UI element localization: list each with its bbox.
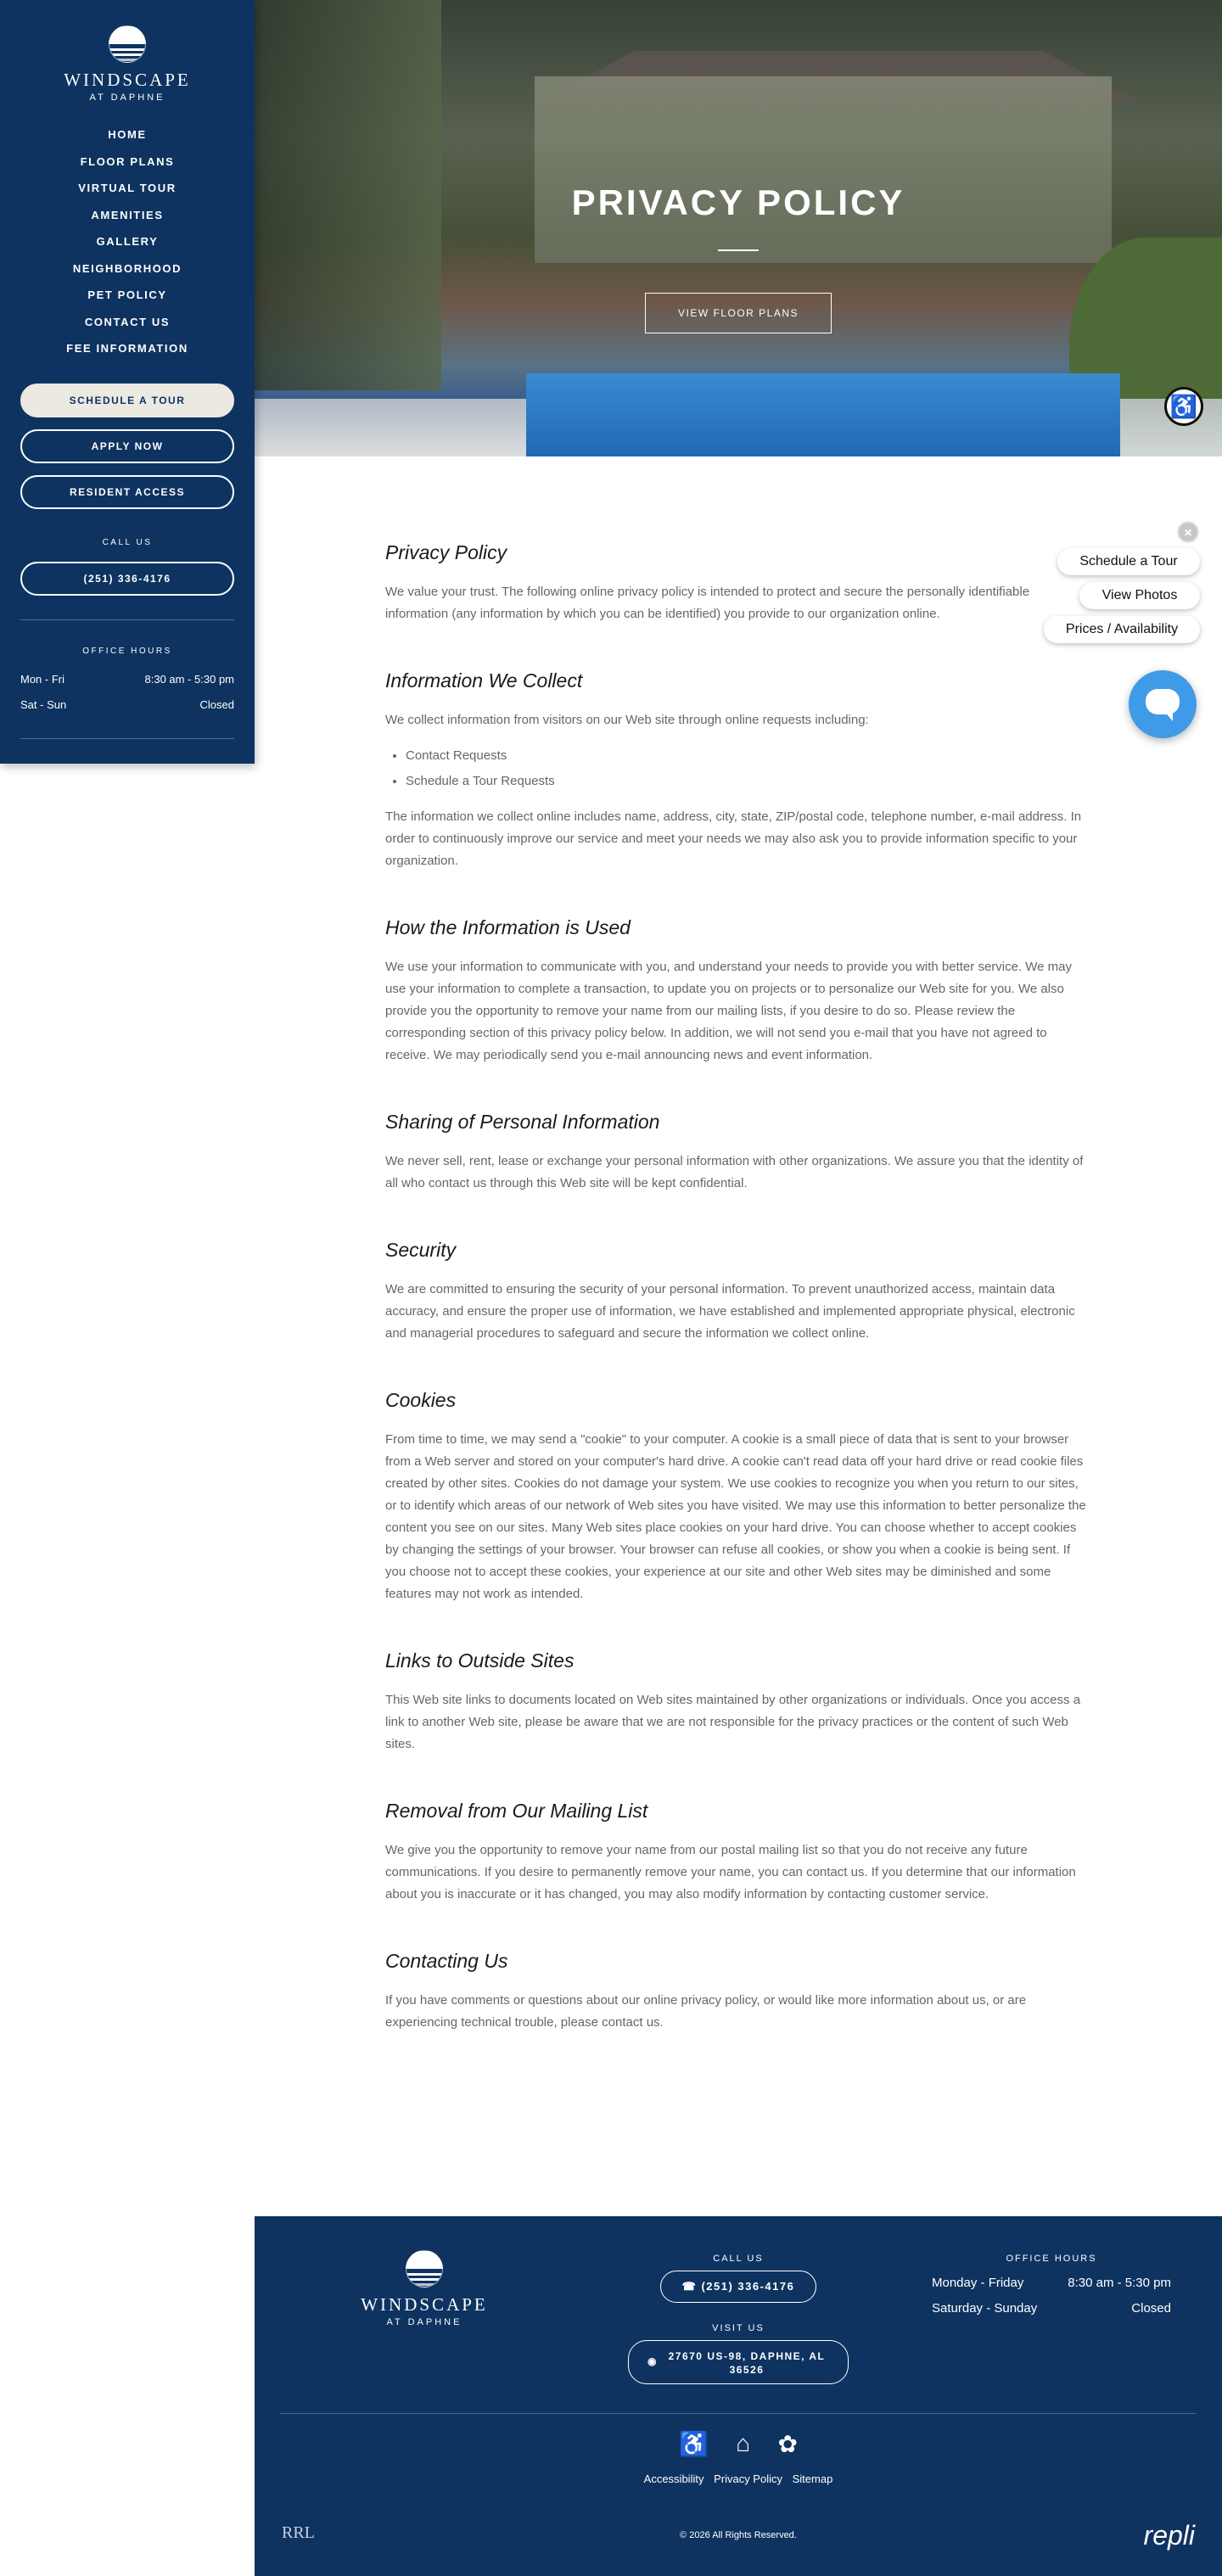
section-heading: Removal from Our Mailing List — [385, 1800, 648, 1822]
nav-neighborhood[interactable]: NEIGHBORHOOD — [72, 261, 182, 275]
hours-day: Sat - Sun — [20, 698, 67, 711]
policy-section — [385, 1800, 1091, 1906]
view-photos-pill[interactable]: View Photos — [1079, 582, 1200, 609]
main-nav — [0, 121, 255, 362]
sidebar-phone-button[interactable]: (251) 336-4176 — [20, 562, 234, 596]
footer-hours-row — [932, 2301, 1171, 2316]
accessibility-link[interactable]: Accessibility — [643, 2472, 704, 2485]
title-underline — [718, 249, 759, 251]
section-heading: Security — [385, 1239, 457, 1261]
section-heading: Links to Outside Sites — [385, 1649, 575, 1672]
section-text: We collect information from visitors on our Web site through online requests including: — [385, 713, 869, 727]
hours-time: 8:30 am - 5:30 pm — [1068, 2276, 1171, 2290]
section-heading: Cookies — [385, 1389, 457, 1411]
section-text: We value your trust. The following online privacy policy is intended to protect and secure the personally identifiable information (any information by which you can be identified) you provide to our organization online. — [385, 585, 1030, 621]
footer-phone-button[interactable] — [660, 2271, 816, 2303]
footer-phone: (251) 336-4176 — [701, 2280, 795, 2293]
sun-logo-icon — [109, 25, 146, 63]
policy-section — [385, 541, 1091, 625]
section-heading: Privacy Policy — [385, 541, 507, 563]
policy-section — [385, 1111, 1091, 1195]
section-heading: How the Information is Used — [385, 916, 631, 938]
schedule-tour-pill[interactable]: Schedule a Tour — [1057, 548, 1200, 575]
section-heading: Sharing of Personal Information — [385, 1111, 660, 1133]
section-text: We give you the opportunity to remove your name from our postal mailing list so that you do not receive any future communications. If you desire to permanently remove your name, you can contact us. If you determine that our information about you is inaccurate or it has changed, you may also modify information by contacting customer service. — [385, 1843, 1076, 1901]
hours-day: Monday - Friday — [932, 2276, 1024, 2290]
paw-icon: ✿ — [777, 2431, 798, 2457]
policy-section — [385, 1389, 1091, 1605]
section-text: We use your information to communicate with you, and understand your needs to provide you with better service. We may use your information to complete a transaction, to update you on projects or to personalize our Web site for you. We also provide you the opportunity to remove your name from our mailing lists, if you desire to do so. Please review the corresponding section of this privacy policy below. In addition, we will not send you e-mail that you have not agreed to receive. We may periodically send you e-mail announcing news and event information. — [385, 960, 1073, 1062]
sitemap-link[interactable]: Sitemap — [792, 2472, 833, 2485]
sidebar-divider — [20, 738, 234, 739]
hours-time: Closed — [199, 698, 234, 711]
nav-home[interactable]: HOME — [108, 128, 147, 141]
footer-address-button[interactable] — [628, 2340, 849, 2384]
apply-now-button[interactable]: APPLY NOW — [20, 429, 234, 463]
hours-day: Saturday - Sunday — [932, 2301, 1038, 2316]
policy-section — [385, 669, 1091, 872]
privacy-policy-link[interactable]: Privacy Policy — [714, 2472, 782, 2485]
nav-gallery[interactable]: GALLERY — [96, 235, 159, 248]
list-item: • Schedule a Tour Requests — [406, 769, 1091, 794]
nav-floor-plans[interactable]: FLOOR PLANS — [80, 154, 175, 168]
sun-logo-icon — [406, 2250, 443, 2288]
hours-time: 8:30 am - 5:30 pm — [144, 673, 234, 686]
footer-logo[interactable] — [306, 2250, 543, 2327]
hero-banner — [255, 0, 1222, 456]
footer-hours-row — [932, 2276, 1171, 2290]
nav-pet-policy[interactable]: PET POLICY — [87, 288, 167, 301]
wheelchair-icon: ♿ — [679, 2431, 709, 2457]
office-hours-label: OFFICE HOURS — [82, 647, 172, 656]
rrl-logo[interactable]: RRL — [282, 2523, 315, 2542]
policy-section — [385, 1239, 1091, 1345]
hours-row — [20, 698, 234, 711]
footer-call-label: CALL US — [713, 2254, 764, 2264]
footer-hours-label: OFFICE HOURS — [1006, 2254, 1097, 2264]
footer-brand-sub: AT DAPHNE — [386, 2317, 462, 2327]
copyright: © 2026 All Rights Reserved. — [680, 2530, 797, 2540]
section-heading: Information We Collect — [385, 669, 583, 692]
phone-icon: ☎ — [681, 2280, 698, 2293]
hours-time: Closed — [1131, 2301, 1171, 2316]
policy-content — [385, 541, 1091, 2078]
section-text: From time to time, we may send a "cookie" to your computer. A cookie is a small piece of data that is sent to your browser from a Web server and stored on your computer's hard drive. A cookie can't read data off your hard drive or read cookie files created by other sites. Cookies do not damage your system. We use cookies to recognize you when you return to our sites, or to identify which areas of our network of Web sites you have visited. We may use this information to better personalize the content you see on our sites. Many Web sites place cookies on your hard drive. You can choose whether to accept cookies by changing the settings of your browser. Your browser can refuse all cookies, or show you when a cookie is being sent. If you choose not to accept these cookies, your experience at our site and other Web sites may be diminished and some features may not work as intended. — [385, 1432, 1086, 1601]
brand-name: WINDSCAPE — [64, 70, 191, 90]
brand-sub: AT DAPHNE — [89, 92, 165, 103]
chat-bubble-icon[interactable] — [1129, 670, 1197, 738]
hero-pool — [526, 373, 1120, 456]
section-heading: Contacting Us — [385, 1950, 508, 1972]
call-us-label: CALL US — [102, 538, 153, 547]
footer-visit-label: VISIT US — [712, 2323, 765, 2333]
view-floor-plans-button[interactable]: VIEW FLOOR PLANS — [645, 293, 832, 333]
footer-divider — [280, 2413, 1197, 2414]
nav-virtual-tour[interactable]: VIRTUAL TOUR — [78, 182, 177, 194]
widget-close-icon[interactable]: × — [1177, 521, 1199, 543]
section-text: We never sell, rent, lease or exchange your personal information with other organizations. We assure you that the identity of all who contact us through this Web site will be kept confidential. — [385, 1154, 1084, 1190]
list-item: • Contact Requests — [406, 743, 1091, 769]
policy-section — [385, 1950, 1091, 2034]
sidebar-divider — [20, 619, 234, 620]
nav-amenities[interactable]: AMENITIES — [91, 208, 164, 221]
equal-housing-icon: ⌂ — [736, 2430, 751, 2456]
brand-logo[interactable] — [0, 25, 255, 103]
section-text: The information we collect online includes name, address, city, state, ZIP/postal code, telephone number, e-mail address. In order to continuously improve our service and meet your needs we may also ask you to provide information specific to your organization. — [385, 809, 1082, 868]
resident-access-button[interactable]: RESIDENT ACCESS — [20, 475, 234, 509]
request-list — [406, 743, 1091, 794]
map-pin-icon: ◉ — [647, 2355, 658, 2367]
hours-day: Mon - Fri — [20, 673, 64, 686]
section-text: If you have comments or questions about our online privacy policy, or would like more information about us, or are experiencing technical trouble, please contact us. — [385, 1993, 1027, 2030]
accessibility-icon[interactable]: ♿ — [1164, 387, 1203, 426]
policy-section — [385, 1649, 1091, 1756]
prices-availability-pill[interactable]: Prices / Availability — [1044, 616, 1200, 643]
footer-icons — [679, 2430, 798, 2458]
site-footer — [255, 2216, 1222, 2576]
section-text: This Web site links to documents located on Web sites maintained by other organizations or individuals. Once you access a link to another Web site, please be aware that we are not responsible for the privacy practices or the content of such Web sites. — [385, 1693, 1081, 1751]
repli-logo[interactable]: repli — [1143, 2520, 1195, 2551]
footer-brand-name: WINDSCAPE — [361, 2294, 488, 2315]
policy-section — [385, 916, 1091, 1067]
nav-fee-information[interactable]: FEE INFORMATION — [66, 342, 188, 355]
schedule-tour-button[interactable]: SCHEDULE A TOUR — [20, 384, 234, 417]
section-text: We are committed to ensuring the security of your personal information. To prevent unauthorized access, maintain data accuracy, and ensure the proper use of information, we have established and implemented appropriate physical, electronic and managerial procedures to safeguard and secure the information we collect online. — [385, 1282, 1075, 1341]
footer-address: 27670 US-98, DAPHNE, AL 36526 — [668, 2350, 826, 2376]
footer-links — [255, 2472, 1222, 2485]
sidebar — [0, 0, 255, 764]
hero-building — [535, 76, 1112, 263]
hours-row — [20, 673, 234, 686]
page-title: PRIVACY POLICY — [571, 182, 905, 222]
nav-contact-us[interactable]: CONTACT US — [84, 315, 171, 328]
